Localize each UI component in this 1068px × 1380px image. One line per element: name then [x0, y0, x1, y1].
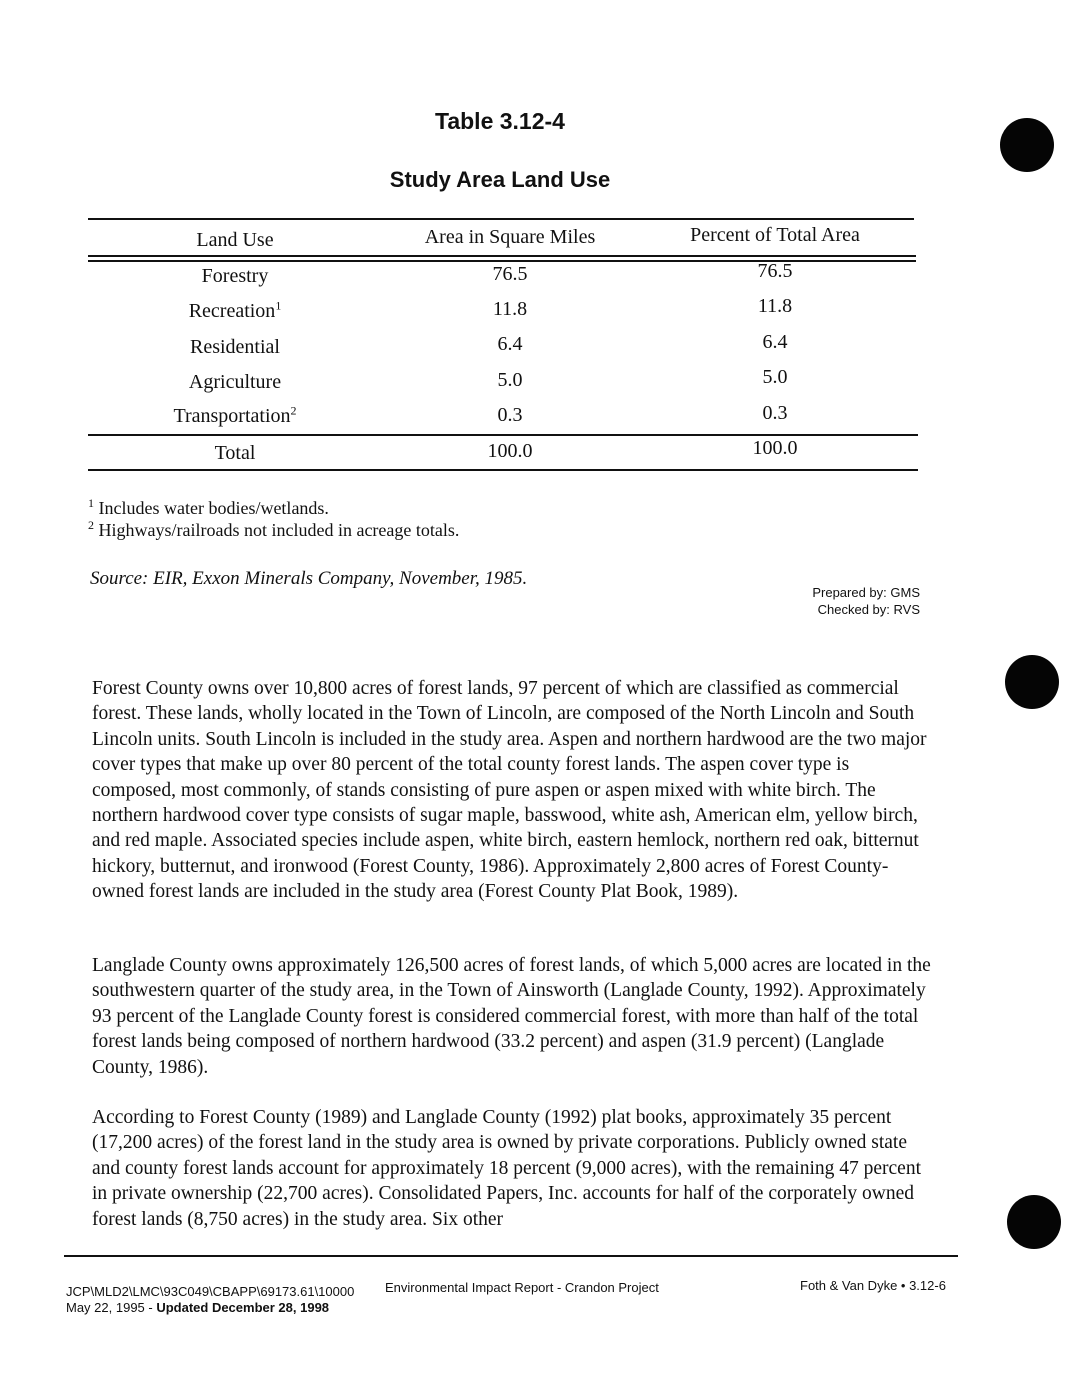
- table-title: Table 3.12-4: [435, 108, 565, 134]
- footnote-mark: 1: [275, 298, 282, 313]
- paragraph-plat-books: According to Forest County (1989) and Langlade County (1992) plat books, approximately 35 percent (17,200 acres) of the forest land in the study area is owned by private corporations. Publicly owned state and county forest lands account for approximately 18 percent (9,000 acres), with the remaining 47 percent in private ownership (22,700 acres). Consolidated Papers, Inc. accounts for half of the corporately owned forest lands (8,750 acres) in the study area. Six other: [92, 1107, 921, 1230]
- total-rule: [88, 434, 918, 436]
- land-use-cell: Agriculture: [188, 371, 282, 393]
- land-use-cell: Recreation$^1$: [188, 298, 282, 322]
- prepared-by: Prepared by: GMS: [812, 585, 920, 600]
- percent-cell: 11.8: [757, 295, 793, 317]
- area-cell: 11.8: [492, 298, 528, 320]
- checked-by: Checked by: RVS: [817, 602, 920, 617]
- binder-hole-top: [1000, 118, 1054, 172]
- area-cell: 6.4: [497, 333, 523, 355]
- area-cell: 0.3: [497, 404, 523, 426]
- footnote-2: $^2$ Highways/railroads not included in acreage totals.: [88, 518, 460, 540]
- footer-rule: [64, 1255, 958, 1257]
- total-percent: 100.0: [752, 437, 798, 459]
- source-note: Source: EIR, Exxon Minerals Company, November, 1985.: [90, 568, 528, 589]
- total-area: 100.0: [487, 440, 533, 462]
- table-subtitle: Study Area Land Use: [389, 167, 611, 192]
- total-label: Total: [214, 442, 256, 464]
- header-rule-1: [88, 255, 916, 257]
- area-cell: 5.0: [497, 369, 523, 391]
- percent-cell: 0.3: [762, 402, 788, 424]
- footer-report-title: Environmental Impact Report - Crandon Project: [385, 1280, 659, 1295]
- header-area: Area in Square Miles: [424, 226, 596, 248]
- footnote-1: $^1$ Includes water bodies/wetlands.: [88, 496, 329, 518]
- paragraph-langlade-county: Langlade County owns approximately 126,500 acres of forest lands, of which 5,000 acres are located in the southwestern quarter of the study area, in the Town of Ainsworth (Langlade County, 1992). Approximately 93 percent of the Langlade County forest is considered commercial forest, with more than half of the total forest lands being composed of northern hardwood (33.2 percent) and aspen (31.9 percent) (Langlade County, 1986).: [92, 955, 931, 1078]
- footer-date: May 22, 1995 - Updated December 28, 1998: [66, 1300, 330, 1315]
- table-top-rule: [88, 218, 914, 220]
- header-percent: Percent of Total Area: [690, 224, 860, 246]
- percent-cell: 5.0: [762, 366, 788, 388]
- land-use-cell: Transportation$^2$: [173, 403, 297, 427]
- header-land-use: Land Use: [196, 229, 274, 251]
- land-use-cell: Forestry: [201, 265, 269, 287]
- percent-cell: 6.4: [762, 331, 788, 353]
- footer-file-path: JCP\MLD2\LMC\93C049\CBAPP\69173.61\10000: [66, 1284, 355, 1299]
- footer-page-number: Foth & Van Dyke • 3.12-6: [800, 1278, 946, 1293]
- binder-hole-bottom: [1007, 1195, 1061, 1249]
- land-use-cell: Residential: [190, 336, 280, 358]
- paragraph-forest-county: Forest County owns over 10,800 acres of forest lands, 97 percent of which are classified as commercial forest. These lands, wholly located in the Town of Lincoln, are composed of the North Lincoln and South Lincoln units. South Lincoln is included in the study area. Aspen and northern hardwood are the two major cover types that make up over 80 percent of the total county forest lands. The aspen cover type is composed, most commonly, of stands consisting of pure aspen or aspen mixed with white birch. The northern hardwood cover type consists of sugar maple, basswood, white ash, American elm, yellow birch, and red maple. Associated species include aspen, white birch, eastern hemlock, northern red oak, bitternut hickory, butternut, and ironwood (Forest County, 1986). Approximately 2,800 acres of Forest County-owned forest lands are included in the study area (Forest County Plat Book, 1989).: [92, 678, 927, 903]
- footnote-mark: 2: [290, 403, 297, 418]
- binder-hole-middle: [1005, 655, 1059, 709]
- percent-cell: 76.5: [757, 260, 793, 282]
- area-cell: 76.5: [492, 263, 528, 285]
- table-bottom-rule: [88, 469, 918, 471]
